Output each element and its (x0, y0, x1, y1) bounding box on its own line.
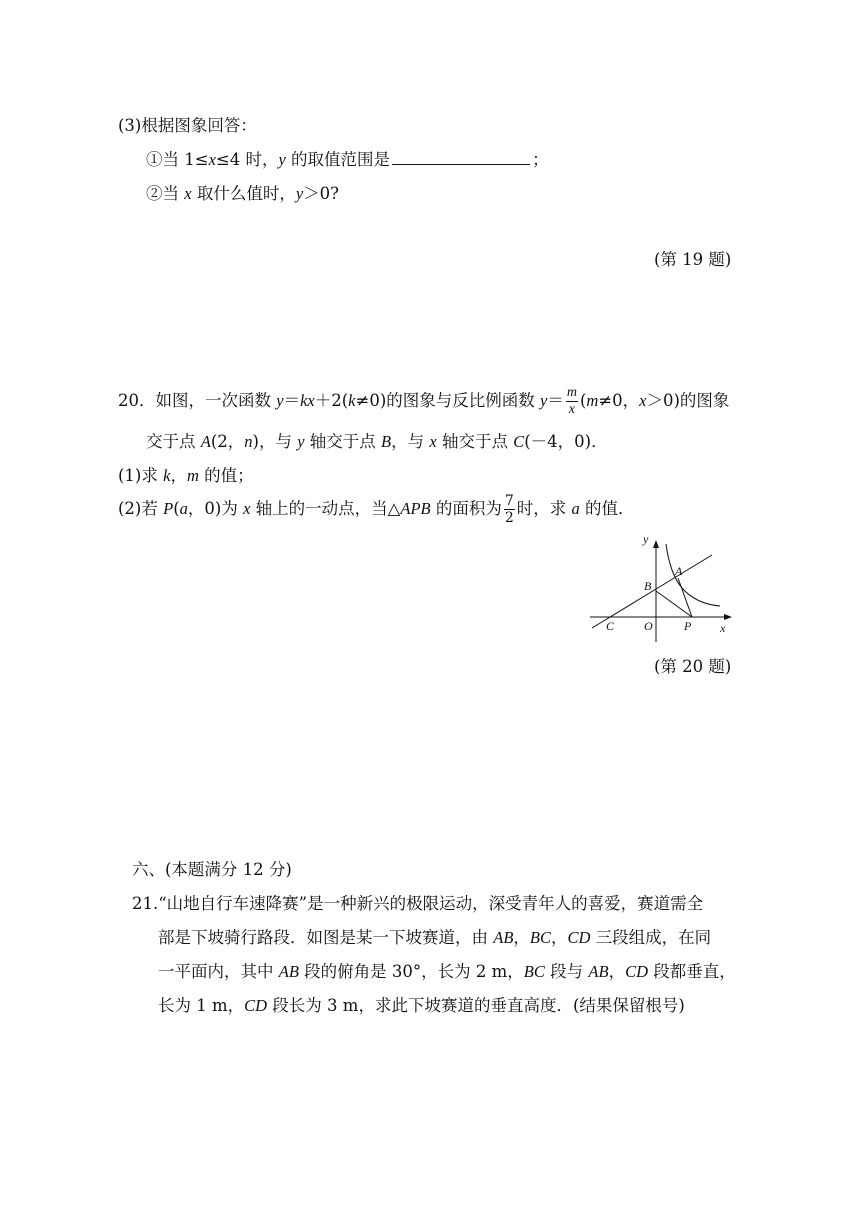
x-axis-arrow (724, 614, 732, 620)
fraction-m-over-x: $\frac{m}{x}$ (566, 385, 577, 417)
q20-line2: 交于点 A(2，n)，与 y 轴交于点 B，与 x 轴交于点 C(－4，0)． (146, 432, 608, 451)
segment-ap (678, 578, 692, 617)
q19-part3: (3)根据图象回答： (118, 116, 257, 135)
section6-header: 六、(本题满分 12 分) (132, 860, 292, 879)
q21-line1: 21.“山地自行车速降赛”是一种新兴的极限运动，深受青年人的喜爱，赛道需全 (132, 894, 704, 913)
q20-part2: (2)若 P(a，0)为 x 轴上的一动点，当△APB 的面积为 $\frac{7}{2}$ 时，求 a 的值． (118, 493, 635, 526)
q20-caption: (第 20 题) (654, 657, 732, 676)
q19-sub2: ②当 x 取什么值时，y＞0? (146, 184, 340, 203)
q21-line3: 一平面内，其中 AB 段的俯角是 30°，长为 2 m，BC 段与 AB，CD 段都垂直， (158, 962, 736, 981)
q19-sub1: ①当 1≤x≤4 时，y 的取值范围是 ； (146, 150, 549, 169)
q19-caption: (第 19 题) (654, 250, 732, 269)
label-p: P (684, 619, 692, 633)
q20-figure (586, 528, 736, 648)
label-y: y (643, 532, 649, 546)
fraction-seven-halves: $\frac{7}{2}$ (504, 493, 514, 526)
label-b: B (644, 579, 652, 593)
q20-line1: 20．如图，一次函数 y＝kx＋2(k≠0)的图象与反比例函数 y＝ $\frac{m}{x}$ (m≠0，x＞0)的图象 (118, 385, 730, 417)
q20-part1: (1)求 k，m 的值； (118, 466, 254, 485)
label-a: A (675, 564, 683, 578)
label-c: C (606, 619, 615, 633)
y-axis-arrow (653, 540, 659, 548)
q21-line4: 长为 1 m，CD 段长为 3 m，求此下坡赛道的垂直高度．(结果保留根号) (158, 996, 685, 1015)
label-o: O (644, 619, 653, 633)
answer-blank[interactable] (392, 148, 530, 165)
label-x: x (720, 621, 726, 635)
segment-bp (656, 591, 692, 617)
q21-line2: 部是下坡骑行路段．如图是某一下坡赛道，由 AB，BC，CD 三段组成，在同 (158, 928, 712, 947)
